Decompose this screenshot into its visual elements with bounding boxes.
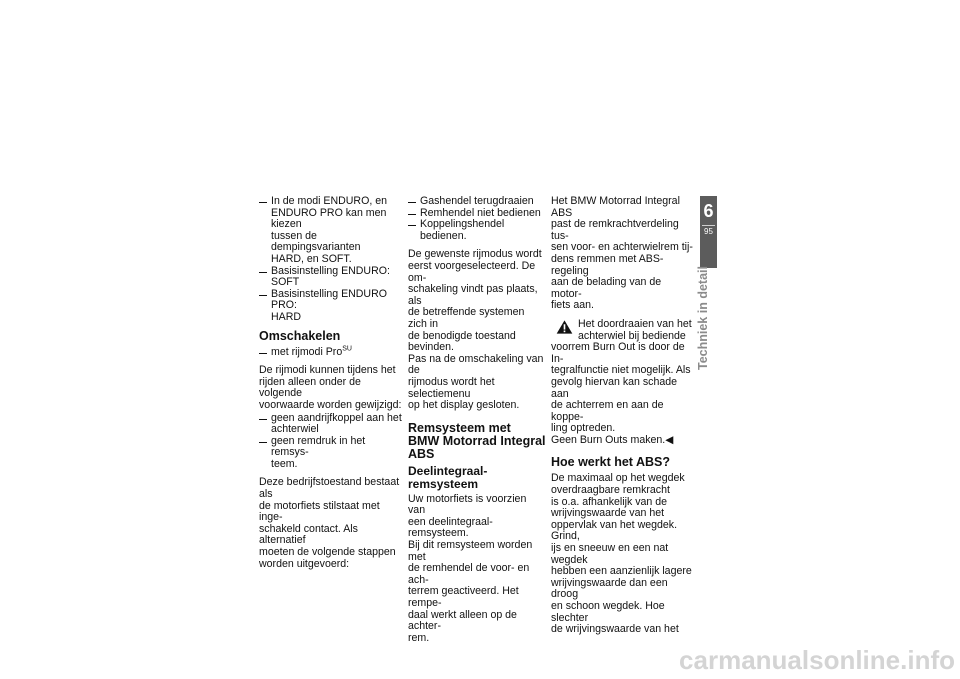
list-item: Basisinstelling ENDURO PRO: HARD [259,289,405,324]
column-2 [408,196,546,651]
warning-triangle-icon [556,320,573,334]
page-number: 95 [704,227,713,236]
list-item: Remhendel niet bedienen [408,208,546,220]
warning-block: Het doordraaien van het achterwiel bij bediende voorrem Burn Out is door de In- tegralfunctie niet mogelijk. Als gevolg hiervan kan schade aan de achterrem en aan de koppe- ling optreden. Geen Burn Outs maken.◀ [551,317,692,446]
paragraph: Het BMW Motorrad Integral ABS past de remkrachtverdeling tus- sen voor- en achterwielrem tij- dens remmen met ABS-regeling aan de belading van de motor- fiets aan. [551,195,693,312]
column-1 [259,196,405,577]
list-item: Basisinstelling ENDURO: SOFT [259,266,405,289]
divider [702,225,715,226]
heading-remsysteem: Remsysteem met BMW Motorrad Integral ABS [408,420,546,461]
list-item: Koppelingshendel bedienen. [408,219,546,242]
list-item: geen aandrijfkoppel aan het achterwiel [259,413,405,436]
stappen-list [408,196,546,242]
list-item: met rijmodi Pro$^{SU}$ [259,347,405,359]
rijmodi-list [259,347,405,359]
column-3 [551,196,693,643]
chapter-number: 6 [703,201,714,221]
paragraph: Deze bedrijfstoestand bestaat als de motorfiets stilstaat met inge- schakeld contact. Als alternatief moeten de volgende stappen worden uitgevoerd: [259,476,400,570]
paragraph: De maximaal op het wegdek overdraagbare remkracht is o.a. afhankelijk van de wrijvingswaarde van het oppervlak van het wegdek. Grind, ijs en sneeuw en een nat wegdek hebben een aanzienlijk lagere wrijvingswaarde dan een droog en schoon wegdek. Hoe slechter de wrijvingswaarde van het [551,472,692,636]
paragraph: Uw motorfiets is voorzien van een deelintegraal-remsysteem. Bij dit remsysteem worden met de remhendel de voor- en ach- terrem geactiveerd. Het rempe- daal werkt alleen op de achter- rem. [408,492,533,644]
heading-hoe-werkt-abs: Hoe werkt het ABS? [551,455,671,470]
list-item: Gashendel terugdraaien [408,196,546,208]
heading-omschakelen: Omschakelen [259,328,341,343]
paragraph: De gewenste rijmodus wordt eerst voorgeselecteerd. De om- schakeling vindt pas plaats, als de betreffende systemen zich in de benodigde toestand bevinden. Pas na de omschakeling van de rijmodus wordt het selectiemenu op het display gesloten. [408,248,544,412]
list-item: geen remdruk in het remsys- teem. [259,436,405,471]
option-code: SU [342,345,352,352]
heading-deelintegraal: Deelintegraal-remsysteem [408,463,488,491]
paragraph: De rijmodi kunnen tijdens het rijden alleen onder de volgende voorwaarde worden gewijzigd: [259,364,402,411]
section-label: Techniek in detail [696,266,710,370]
watermark: carmanualsonline.info [679,645,955,675]
end-mark-icon: ◀ [665,433,674,446]
dempingsvarianten-list [259,196,405,324]
voorwaarde-list [259,413,405,471]
list-item: In de modi ENDURO, en ENDURO PRO kan men kiezen tussen de dempingsvarianten HARD, en SOFT. [259,196,405,266]
